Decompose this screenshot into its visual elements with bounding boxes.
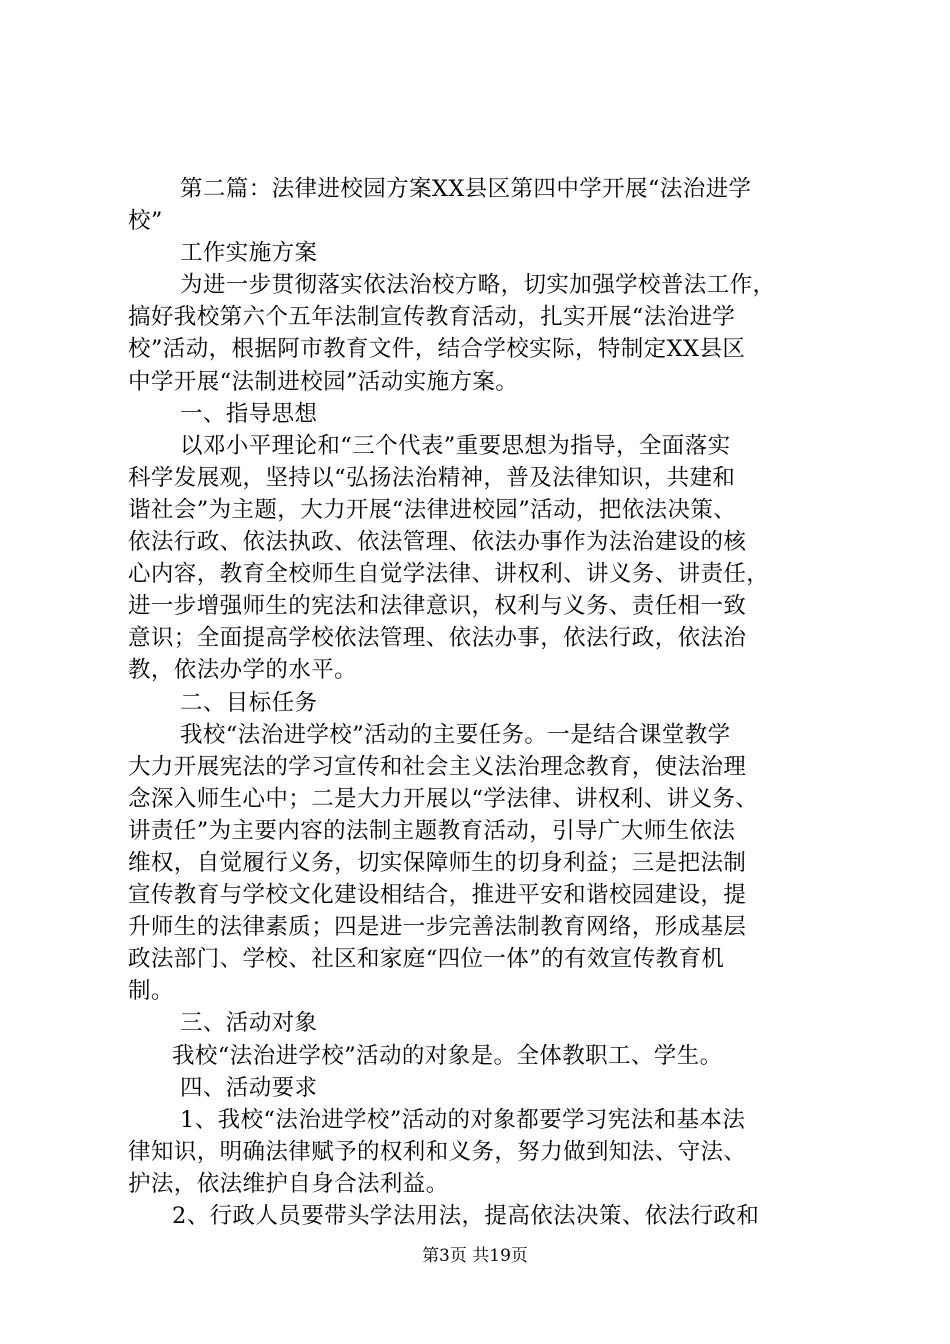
- paragraph-line: 升师生的法律素质；四是进一步完善法制教育网络，形成基层: [128, 914, 747, 941]
- doc-title-line: 第二篇：法律进校园方案XX县区第四中学开展“法治进学: [180, 176, 752, 202]
- paragraph-line: 心内容，教育全校师生自觉学法律、讲权利、讲义务、讲责任，: [128, 561, 770, 588]
- list-item-line: 2、行政人员要带头学法用法，提高依法决策、依法行政和: [172, 1203, 760, 1229]
- paragraph-line: 宣传教育与学校文化建设相结合，推进平安和谐校园建设，提: [128, 882, 747, 909]
- paragraph-line: 制。: [128, 978, 174, 1005]
- paragraph-line: 以邓小平理论和“三个代表”重要思想为指导，全面落实: [180, 432, 731, 459]
- paragraph-line: 中学开展“法制进校园”活动实施方案。: [128, 368, 519, 395]
- paragraph-line: 搞好我校第六个五年法制宣传教育活动，扎实开展“法治进学: [128, 304, 736, 331]
- list-item-line: 律知识，明确法律赋予的权利和义务，努力做到知法、守法、: [128, 1138, 747, 1165]
- paragraph-line: 念深入师生心中；二是大力开展以“学法律、讲权利、讲义务、: [128, 785, 759, 812]
- document-body: [128, 173, 828, 1232]
- paragraph-line: 讲责任”为主要内容的法制主题教育活动，引导广大师生依法: [128, 817, 736, 844]
- paragraph-line: 我校“法治进学校”活动的对象是。全体教职工、学生。: [172, 1042, 723, 1069]
- paragraph-line: 政法部门、学校、社区和家庭“四位一体”的有效宣传教育机: [128, 946, 725, 973]
- page-footer: 第3页 共19页: [422, 1246, 528, 1266]
- section-heading: 一、指导思想: [180, 400, 318, 427]
- list-item-line: 1、我校“法治进学校”活动的对象都要学习宪法和基本法: [180, 1106, 746, 1133]
- paragraph-line: 大力开展宪法的学习宣传和社会主义法治理念教育，使法治理: [128, 753, 747, 780]
- paragraph-line: 意识；全面提高学校依法管理、依法办事，依法行政，依法治: [128, 625, 747, 652]
- section-heading: 四、活动要求: [180, 1074, 318, 1101]
- doc-subtitle: 工作实施方案: [180, 240, 318, 267]
- paragraph-line: 科学发展观，坚持以“弘扬法治精神，普及法律知识，共建和: [128, 464, 736, 491]
- section-heading: 二、目标任务: [180, 689, 318, 716]
- list-item-line: 护法，依法维护自身合法利益。: [128, 1170, 449, 1197]
- paragraph-line: 教，依法办学的水平。: [128, 657, 358, 684]
- paragraph-line: 依法行政、依法执政、依法管理、依法办事作为法治建设的核: [128, 529, 747, 556]
- paragraph-line: 为进一步贯彻落实依法治校方略，切实加强学校普法工作，: [180, 272, 776, 299]
- paragraph-line: 我校“法治进学校”活动的主要任务。一是结合课堂教学: [180, 721, 731, 748]
- paragraph-line: 维权，自觉履行义务，切实保障师生的切身利益；三是把法制: [128, 849, 747, 876]
- paragraph-line: 校”活动，根据阿市教育文件，结合学校实际，特制定XX县区: [128, 336, 746, 363]
- section-heading: 三、活动对象: [180, 1010, 318, 1037]
- paragraph-line: 进一步增强师生的宪法和法律意识，权利与义务、责任相一致: [128, 593, 747, 620]
- paragraph-line: 谐社会”为主题，大力开展“法律进校园”活动，把依法决策、: [128, 496, 737, 523]
- doc-title-line: 校”: [128, 208, 163, 235]
